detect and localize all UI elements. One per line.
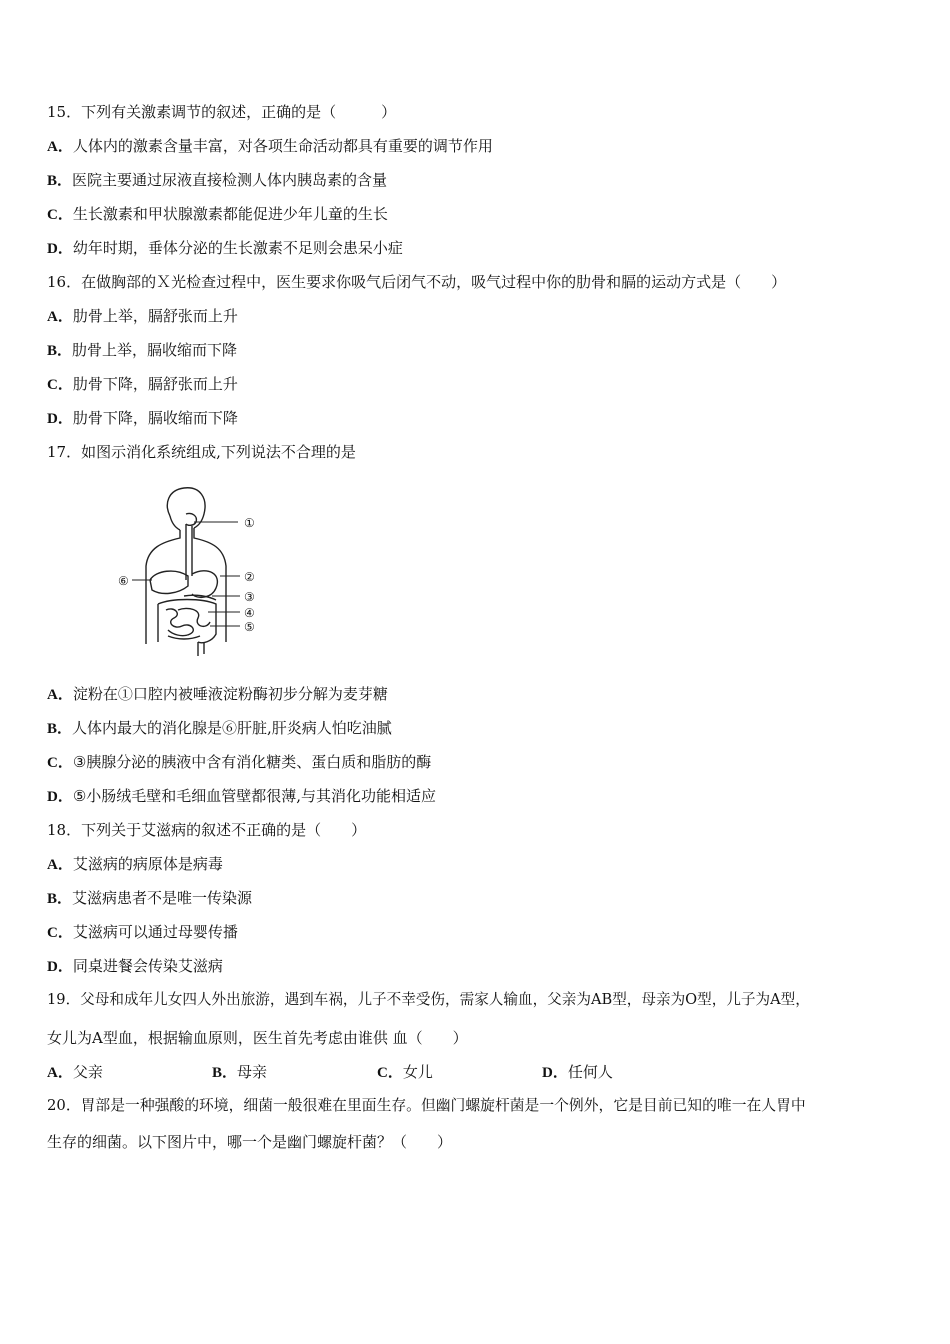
q15-option-c[interactable] [47,204,388,225]
q19-stem-line-2: 女儿为A型血，根据输血原则，医生首先考虑由谁供 血（ ） [47,1029,468,1047]
q16-option-a[interactable] [47,306,238,327]
q18-stem: 18．下列关于艾滋病的叙述不正确的是（ ） [47,821,367,839]
mouth-cavity [186,513,196,525]
option-label: C． [47,755,73,771]
option-text: 母亲 [237,1063,268,1081]
option-text: 人体内最大的消化腺是⑥肝脏,肝炎病人怕吃油腻 [72,719,392,737]
rectum [198,642,204,656]
q16-option-c[interactable] [47,374,238,395]
option-label: D． [47,241,73,257]
option-label: C． [47,207,73,223]
option-label: B． [47,891,73,907]
option-label: D． [47,411,73,427]
option-text: ③胰腺分泌的胰液中含有消化糖类、蛋白质和脂肪的酶 [72,753,432,771]
q19-option-d[interactable] [542,1062,613,1083]
option-label: C． [47,377,73,393]
q17-option-d[interactable] [47,786,436,807]
option-text: 肋骨下降，膈收缩而下降 [72,409,238,427]
option-label: A． [47,1065,73,1081]
option-label: B． [47,343,73,359]
option-text: 肋骨下降，膈舒张而上升 [72,375,238,393]
option-label: C． [377,1065,403,1081]
option-text: 生长激素和甲状腺激素都能促进少年儿童的生长 [72,205,388,223]
option-text: 艾滋病的病原体是病毒 [72,855,223,873]
option-text: 父亲 [72,1063,103,1081]
q17-option-c[interactable] [47,752,431,773]
option-label: A． [47,139,73,155]
option-text: 医院主要通过尿液直接检测人体内胰岛素的含量 [72,171,388,189]
small-intestine [166,608,210,639]
q19-option-b[interactable] [212,1062,267,1083]
option-text: 同桌进餐会传染艾滋病 [72,957,223,975]
option-label: D． [47,959,73,975]
option-label: B． [47,721,73,737]
q15-option-a[interactable] [47,136,493,157]
q15-option-d[interactable] [47,238,403,259]
option-label: A． [47,309,73,325]
q19-option-a[interactable] [47,1062,103,1083]
q18-option-d[interactable] [47,956,223,977]
figure-label-3: ③ [244,590,255,604]
q18-option-b[interactable] [47,888,252,909]
option-label: D． [542,1065,568,1081]
q16-option-b[interactable] [47,340,237,361]
option-text: 幼年时期，垂体分泌的生长激素不足则会患呆小症 [72,239,403,257]
figure-label-1: ① [244,516,255,530]
option-text: ⑤小肠绒毛壁和毛细血管壁都很薄,与其消化功能相适应 [72,787,437,805]
figure-label-2: ② [244,570,255,584]
q17-option-b[interactable] [47,718,392,739]
q20-stem-line-2: 生存的细菌。以下图片中，哪一个是幽门螺旋杆菌？（ ） [47,1133,453,1151]
q15-stem: 15．下列有关激素调节的叙述，正确的是（ ） [47,103,397,121]
q16-stem: 16．在做胸部的Ｘ光检查过程中，医生要求你吸气后闭气不动，吸气过程中你的肋骨和膈的运动方式是（ ） [47,273,787,291]
esophagus [186,524,192,580]
option-text: 艾滋病患者不是唯一传染源 [72,889,253,907]
option-text: 人体内的激素含量丰富，对各项生命活动都具有重要的调节作用 [72,137,493,155]
option-label: B． [212,1065,238,1081]
q17-stem: 17．如图示消化系统组成,下列说法不合理的是 [47,443,356,461]
q19-stem-line-1: 19．父母和成年儿女四人外出旅游，遇到车祸，儿子不幸受伤，需家人输血，父亲为AB型，母亲为O型，儿子为A型， [47,991,810,1008]
option-label: A． [47,857,73,873]
figure-label-6: ⑥ [118,574,129,588]
q19-option-c[interactable] [377,1062,433,1083]
option-text: 淀粉在①口腔内被唾液淀粉酶初步分解为麦芽糖 [72,685,388,703]
q17-option-a[interactable] [47,684,388,705]
option-text: 女儿 [402,1063,433,1081]
figure-label-4: ④ [244,606,255,620]
liver [150,571,188,593]
stomach [192,571,217,598]
q18-option-c[interactable] [47,922,238,943]
option-label: C． [47,925,73,941]
option-label: B． [47,173,73,189]
q18-option-a[interactable] [47,854,223,875]
option-text: 肋骨上举，膈收缩而下降 [72,341,238,359]
option-text: 肋骨上举，膈舒张而上升 [72,307,238,325]
option-label: D． [47,789,73,805]
q20-stem-line-1: 20．胃部是一种强酸的环境，细菌一般很难在里面生存。但幽门螺旋杆菌是一个例外，它是目前已知的唯一在人胃中 [47,1097,806,1114]
option-text: 艾滋病可以通过母婴传播 [72,923,238,941]
q16-option-d[interactable] [47,408,238,429]
option-label: A． [47,687,73,703]
q15-option-b[interactable] [47,170,387,191]
large-intestine [158,600,216,643]
q19-options-row [47,1062,747,1082]
figure-label-5: ⑤ [244,620,255,634]
option-text: 任何人 [567,1063,613,1081]
